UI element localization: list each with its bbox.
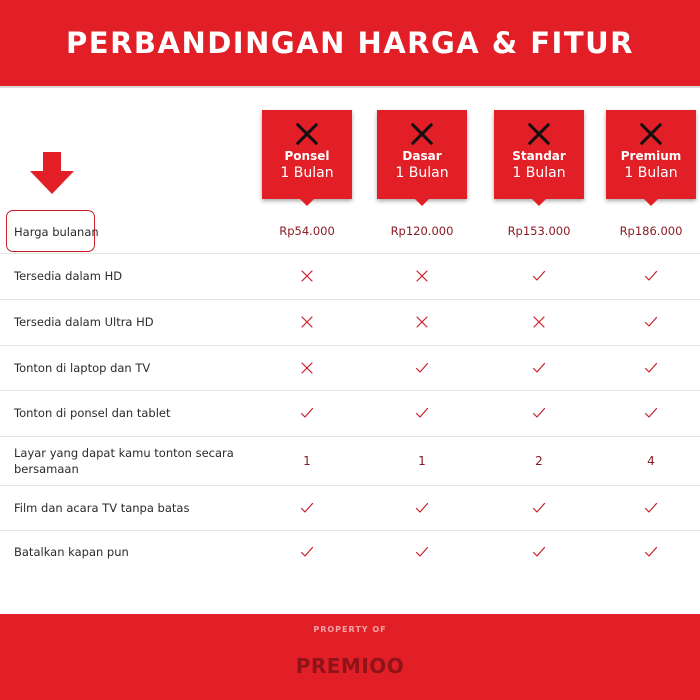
plan-name: Dasar bbox=[402, 149, 442, 163]
page-title: PERBANDINGAN HARGA & FITUR bbox=[66, 26, 634, 60]
check-icon bbox=[644, 269, 658, 283]
feature-label: Film dan acara TV tanpa batas bbox=[14, 501, 190, 515]
close-icon bbox=[638, 121, 664, 147]
plan-period: 1 Bulan bbox=[280, 165, 334, 181]
check-icon bbox=[415, 406, 429, 420]
feature-label: Layar yang dapat kamu tonton secara bersamaan bbox=[14, 446, 234, 476]
price-row-label: Harga bulanan bbox=[14, 225, 99, 239]
screen-count: 2 bbox=[535, 454, 543, 468]
plan-price-ponsel: Rp54.000 bbox=[279, 224, 335, 238]
feature-label: Batalkan kapan pun bbox=[14, 545, 129, 559]
plan-price-premium: Rp186.000 bbox=[619, 224, 683, 238]
footer-property-text: PROPERTY OF bbox=[313, 625, 387, 634]
row-divider bbox=[0, 530, 700, 531]
plan-period: 1 Bulan bbox=[512, 165, 566, 181]
check-icon bbox=[532, 501, 546, 515]
plan-name: Standar bbox=[512, 149, 566, 163]
plan-period: 1 Bulan bbox=[624, 165, 678, 181]
plan-card-dasar bbox=[377, 110, 467, 199]
check-icon bbox=[644, 315, 658, 329]
check-icon bbox=[300, 501, 314, 515]
check-icon bbox=[532, 269, 546, 283]
close-icon bbox=[526, 121, 552, 147]
cross-icon bbox=[300, 361, 314, 375]
feature-label: Tersedia dalam Ultra HD bbox=[14, 315, 154, 329]
plan-card-premium bbox=[606, 110, 696, 199]
cross-icon bbox=[415, 269, 429, 283]
check-icon bbox=[532, 545, 546, 559]
close-icon bbox=[294, 121, 320, 147]
feature-label: Tersedia dalam HD bbox=[14, 269, 123, 283]
feature-label: Tonton di ponsel dan tablet bbox=[14, 406, 171, 420]
check-icon bbox=[415, 545, 429, 559]
plan-name: Premium bbox=[620, 149, 682, 163]
row-divider bbox=[0, 345, 700, 346]
plan-period: 1 Bulan bbox=[395, 165, 449, 181]
footer-brand: PREMIOO bbox=[295, 654, 405, 678]
check-icon bbox=[415, 361, 429, 375]
check-icon bbox=[644, 406, 658, 420]
feature-label: Tonton di laptop dan TV bbox=[14, 361, 151, 375]
check-icon bbox=[532, 406, 546, 420]
plan-price-standar: Rp153.000 bbox=[507, 224, 571, 238]
screen-count: 1 bbox=[303, 454, 311, 468]
screen-count: 1 bbox=[418, 454, 426, 468]
check-icon bbox=[644, 361, 658, 375]
check-icon bbox=[532, 361, 546, 375]
plan-name: Ponsel bbox=[284, 149, 330, 163]
row-divider bbox=[0, 436, 700, 437]
row-divider bbox=[0, 253, 700, 254]
plan-card-standar bbox=[494, 110, 584, 199]
footer bbox=[0, 614, 700, 700]
row-divider bbox=[0, 299, 700, 300]
row-divider bbox=[0, 485, 700, 486]
check-icon bbox=[644, 501, 658, 515]
cross-icon bbox=[415, 315, 429, 329]
check-icon bbox=[300, 406, 314, 420]
cross-icon bbox=[532, 315, 546, 329]
row-divider bbox=[0, 390, 700, 391]
arrow-down-icon bbox=[30, 152, 74, 194]
screen-count: 4 bbox=[647, 454, 655, 468]
cross-icon bbox=[300, 315, 314, 329]
close-icon bbox=[409, 121, 435, 147]
cross-icon bbox=[300, 269, 314, 283]
plan-price-dasar: Rp120.000 bbox=[390, 224, 454, 238]
plan-card-ponsel bbox=[262, 110, 352, 199]
check-icon bbox=[415, 501, 429, 515]
header-divider bbox=[0, 86, 700, 88]
check-icon bbox=[300, 545, 314, 559]
check-icon bbox=[644, 545, 658, 559]
header-banner bbox=[0, 0, 700, 86]
